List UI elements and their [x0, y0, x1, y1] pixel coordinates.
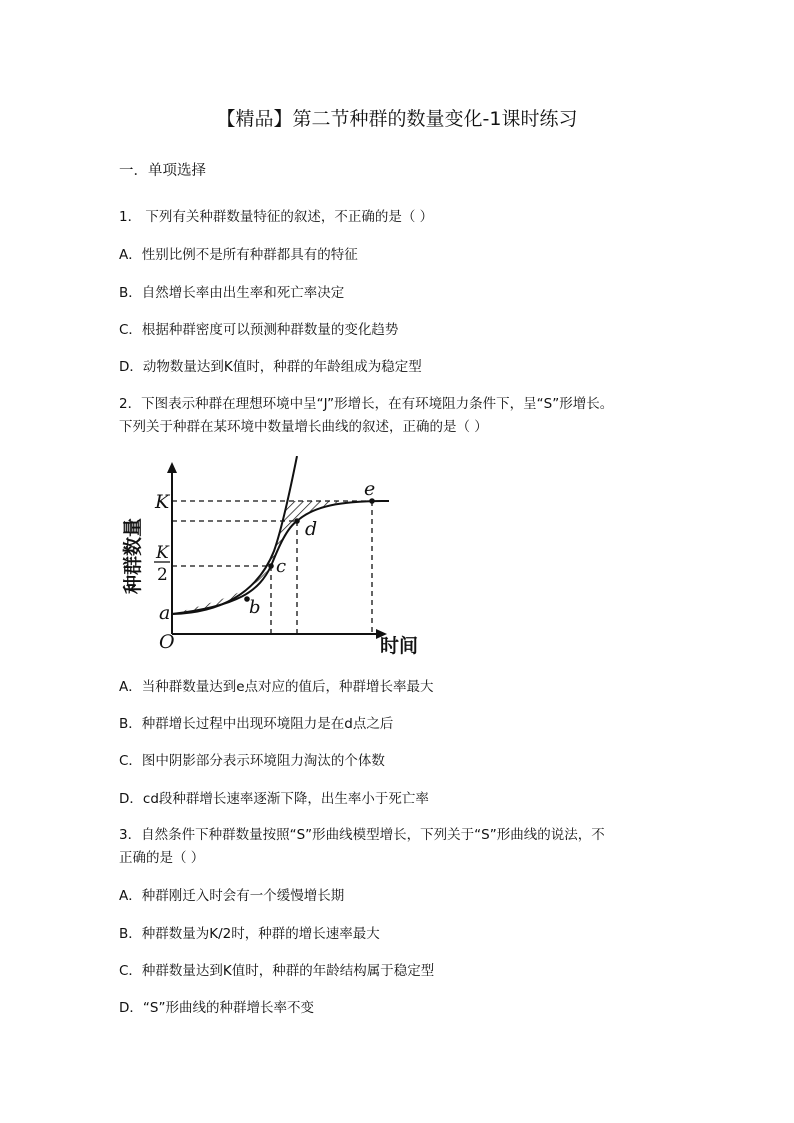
population-growth-figure — [119, 456, 419, 661]
point-c-dot — [268, 563, 274, 569]
q2-stem-line2: 下列关于种群在某环境中数量增长曲线的叙述，正确的是（ ） — [119, 419, 488, 435]
y-axis-label: 种群数量 — [122, 517, 144, 595]
origin-label: O — [159, 631, 175, 653]
q1-stem: 1． 下列有关种群数量特征的叙述，不正确的是（ ） — [119, 209, 434, 225]
q1-option-a: A．性别比例不是所有种群都具有的特征 — [119, 247, 358, 263]
point-b-label: b — [249, 597, 261, 618]
q3-option-b: B．种群数量为K/2时，种群的增长速率最大 — [119, 926, 380, 942]
q3-stem-line1: 3．自然条件下种群数量按照“S”形曲线模型增长，下列关于“S”形曲线的说法，不 — [119, 827, 605, 843]
half-k-numerator: K — [156, 543, 169, 563]
q1-option-c: C．根据种群密度可以预测种群数量的变化趋势 — [119, 322, 399, 338]
q2-stem-line1: 2．下图表示种群在理想环境中呈“J”形增长，在有环境阻力条件下，呈“S”形增长。 — [119, 396, 614, 412]
q2-option-c: C．图中阴影部分表示环境阻力淘汰的个体数 — [119, 753, 385, 769]
point-d-label: d — [305, 518, 318, 540]
point-c-label: c — [276, 556, 287, 577]
point-a-label: a — [159, 602, 171, 624]
q2-option-b: B．种群增长过程中出现环境阻力是在d点之后 — [119, 716, 394, 732]
q3-option-a: A．种群刚迁入时会有一个缓慢增长期 — [119, 888, 345, 904]
half-k-denominator: 2 — [157, 565, 168, 585]
q1-option-d: D．动物数量达到K值时，种群的年龄组成为稳定型 — [119, 359, 422, 375]
k-label: K — [155, 491, 170, 513]
q3-option-c: C．种群数量达到K值时，种群的年龄结构属于稳定型 — [119, 963, 435, 979]
section-heading: 一．单项选择 — [119, 163, 206, 179]
x-axis-label: 时间 — [379, 635, 419, 657]
point-d-dot — [294, 518, 300, 524]
q3-stem-line2: 正确的是（ ） — [119, 850, 205, 866]
q2-option-d: D．cd段种群增长速率逐渐下降，出生率小于死亡率 — [119, 791, 429, 807]
page-title: 【精品】第二节种群的数量变化-1课时练习 — [216, 108, 578, 130]
q1-option-b: B．自然增长率由出生率和死亡率决定 — [119, 285, 345, 301]
environmental-resistance-region — [172, 499, 359, 614]
j-curve — [172, 456, 297, 614]
q3-option-d: D．“S”形曲线的种群增长率不变 — [119, 1000, 314, 1016]
point-e-label: e — [364, 478, 376, 500]
q2-option-a: A．当种群数量达到e点对应的值后，种群增长率最大 — [119, 679, 434, 695]
y-axis-arrow-icon — [167, 462, 177, 473]
